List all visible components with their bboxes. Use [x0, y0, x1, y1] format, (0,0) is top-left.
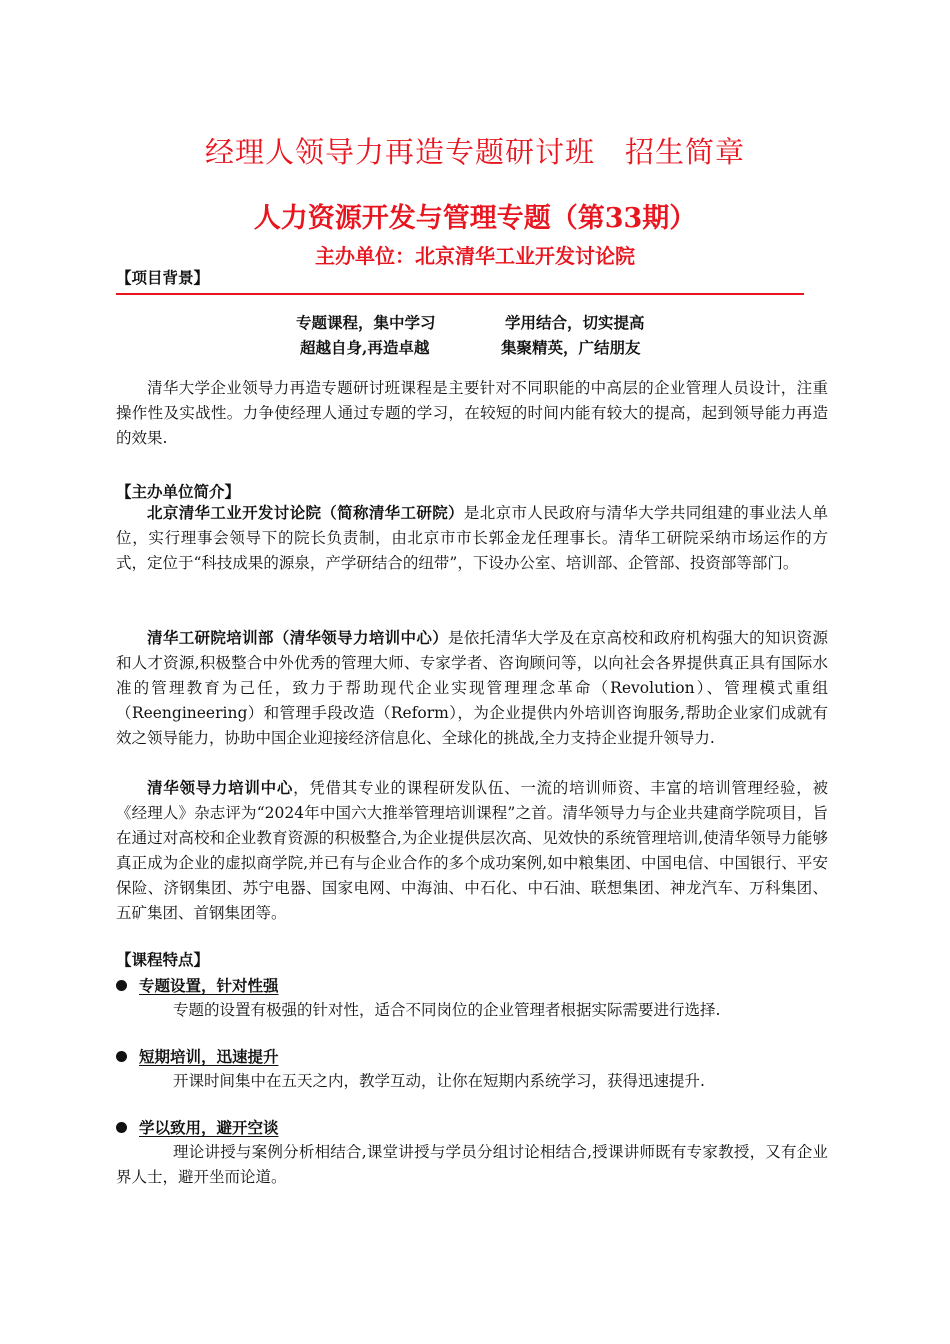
page-title: 经理人领导力再造专题研讨班 招生简章	[204, 135, 745, 169]
slogan: 学用结合，切实提高	[505, 313, 645, 332]
feature-title: 专题设置，针对性强	[139, 976, 279, 995]
slogan: 集聚精英，广结朋友	[501, 338, 641, 357]
page-subtitle: 人力资源开发与管理专题（第33期）	[253, 203, 697, 234]
section-heading-background: 【项目背景】	[116, 268, 210, 287]
organizer-paragraph-1	[116, 500, 828, 576]
paragraph-text: 是依托清华大学及在京高校和政府机构强大的知识资源和人才资源,积极整合中外优秀的管理大师、专家学者、咨询顾问等，以向社会各界提供真正具有国际水准的管理教育为己任，致力于帮助现代企业实现管理理念革命（Revolution）、管理模式重组（Reengineering）和管理手段改造（Reform），为企业提供内外培训咨询服务,帮助企业家们成就有效之领导能力，协助中国企业迎接经济信息化、全球化的挑战,全力支持企业提升领导力.	[116, 629, 828, 747]
org-name: 北京清华工业开发讨论院（简称清华工研院）	[147, 503, 464, 522]
bullet-icon	[116, 1122, 127, 1133]
org-name: 清华领导力培训中心	[147, 778, 294, 797]
bullet-icon	[116, 980, 127, 991]
organizer-paragraph-3	[116, 775, 828, 926]
background-paragraph: 清华大学企业领导力再造专题研讨班课程是主要针对不同职能的中高层的企业管理人员设计，注重操作性及实战性。力争使经理人通过专题的学习，在较短的时间内能有较大的提高，起到领导能力再造的效果.	[116, 379, 828, 447]
slogan: 专题课程，集中学习	[296, 313, 436, 332]
feature-title: 学以致用，避开空谈	[139, 1118, 279, 1137]
feature-item	[116, 974, 279, 996]
slogan: 超越自身,再造卓越	[300, 338, 430, 357]
bullet-icon	[116, 1051, 127, 1062]
paragraph-text: ，凭借其专业的课程研发队伍、一流的培训师资、丰富的培训管理经验，被《经理人》杂志评为“2024年中国六大推举管理培训课程”之首。清华领导力与企业共建商学院项目，旨在通过对高校和企业教育资源的积极整合,为企业提供层次高、见效快的系统管理培训,使清华领导力能够真正成为企业的虚拟商学院,并已有与企业合作的多个成功案例,如中粮集团、中国电信、中国银行、平安保险、济钢集团、苏宁电器、国家电网、中海油、中石化、中石油、联想集团、神龙汽车、万科集团、五矿集团、首钢集团等。	[116, 779, 828, 922]
feature-item	[116, 1116, 279, 1138]
org-name: 清华工研院培训部（清华领导力培训中心）	[147, 628, 449, 647]
organizer-paragraph-2	[116, 625, 828, 751]
organizer-line: 主办单位：北京清华工业开发讨论院	[315, 244, 635, 268]
feature-desc: 理论讲授与案例分析相结合,课堂讲授与学员分组讨论相结合,授课讲师既有专家教授，又有企业界人士，避开坐而论道。	[116, 1143, 828, 1186]
feature-desc: 专题的设置有极强的针对性，适合不同岗位的企业管理者根据实际需要进行选择.	[173, 1001, 721, 1019]
section-heading-organizer: 【主办单位简介】	[116, 482, 241, 501]
slogan-row	[0, 311, 950, 336]
slogans	[0, 311, 950, 361]
feature-title: 短期培训，迅速提升	[139, 1047, 279, 1066]
slogan-row	[0, 336, 950, 361]
paragraph-text: 是北京市人民政府与清华大学共同组建的事业法人单位，实行理事会领导下的院长负责制，由北京市市长郭金龙任理事长。清华工研院采纳市场运作的方式，定位于“科技成果的源泉，产学研结合的纽带”，下设办公室、培训部、企管部、投资部等部门。	[116, 504, 828, 572]
feature-desc: 开课时间集中在五天之内，教学互动，让你在短期内系统学习，获得迅速提升.	[173, 1072, 705, 1090]
section-heading-features: 【课程特点】	[116, 950, 210, 969]
divider	[116, 293, 804, 295]
feature-item	[116, 1045, 279, 1067]
